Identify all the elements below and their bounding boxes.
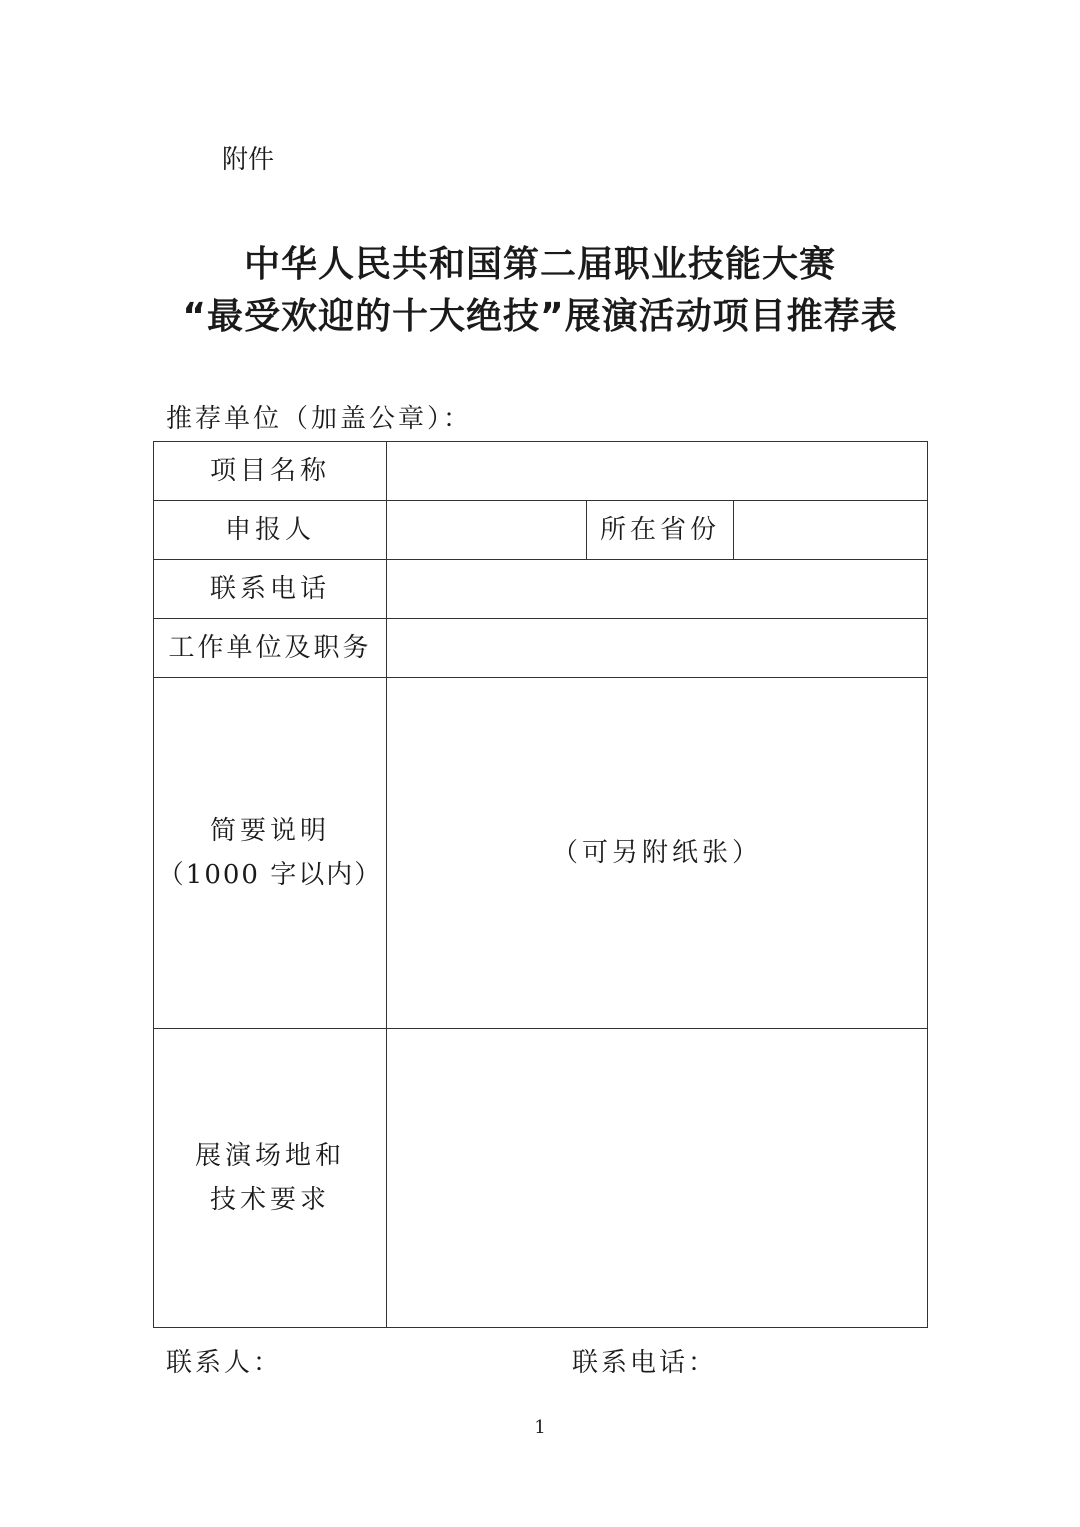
page-number: 1 <box>534 1417 546 1438</box>
form-title-line-1: 中华人民共和国第二届职业技能大赛 <box>243 244 836 285</box>
attachment-label: 附件 <box>222 145 275 175</box>
phone-field[interactable] <box>387 560 928 619</box>
province-field[interactable] <box>734 501 928 560</box>
contact-person-label: 联系人： <box>166 1348 283 1378</box>
brief-label-line-2: （1000 字以内） <box>157 860 383 890</box>
venue-requirements-label <box>154 1029 387 1328</box>
brief-placeholder: （可另附纸张） <box>552 838 763 868</box>
project-name-label: 项目名称 <box>154 442 387 501</box>
contact-phone-label: 联系电话： <box>572 1348 718 1378</box>
brief-label-line-1: 简要说明 <box>209 816 330 846</box>
form-title-line-2: “最受欢迎的十大绝技”展演活动项目推荐表 <box>182 296 898 337</box>
workplace-label: 工作单位及职务 <box>154 619 387 678</box>
province-label: 所在省份 <box>587 501 734 560</box>
project-name-field[interactable] <box>387 442 928 501</box>
venue-requirements-field[interactable] <box>387 1029 928 1328</box>
table-row <box>154 442 928 501</box>
table-row <box>154 501 928 560</box>
brief-description-label <box>154 678 387 1029</box>
workplace-field[interactable] <box>387 619 928 678</box>
applicant-field[interactable] <box>387 501 587 560</box>
venue-label-line-2: 技术要求 <box>209 1185 330 1215</box>
table-row <box>154 619 928 678</box>
venue-label-line-1: 展演场地和 <box>194 1141 345 1171</box>
phone-label: 联系电话 <box>154 560 387 619</box>
brief-description-field[interactable] <box>387 678 928 1029</box>
table-row <box>154 560 928 619</box>
table-row <box>154 678 928 1029</box>
recommender-unit-label: 推荐单位（加盖公章）： <box>166 404 473 434</box>
applicant-label: 申报人 <box>154 501 387 560</box>
recommendation-form-table <box>153 441 928 1328</box>
table-row <box>154 1029 928 1328</box>
